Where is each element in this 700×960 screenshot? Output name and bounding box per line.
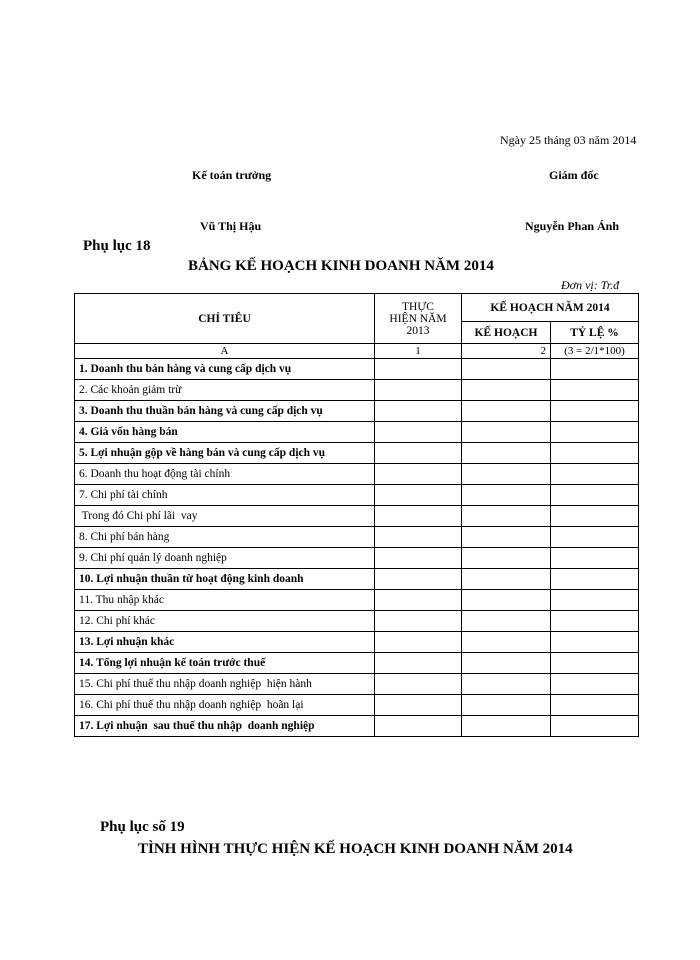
row-label: 1. Doanh thu bán hàng và cung cấp dịch vụ	[75, 359, 375, 380]
row-label: 10. Lợi nhuận thuần từ hoạt động kinh doanh	[75, 569, 375, 590]
table-row	[75, 422, 639, 443]
plan-cell	[462, 485, 551, 506]
row-label: 15. Chi phí thuế thu nhập doanh nghiệp hiện hành	[75, 674, 375, 695]
plan-cell	[462, 611, 551, 632]
header-plan: KẾ HOẠCH	[462, 322, 551, 344]
table-row	[75, 380, 639, 401]
ratio-cell	[551, 443, 639, 464]
plan-cell	[462, 590, 551, 611]
table-row	[75, 527, 639, 548]
ratio-cell	[551, 506, 639, 527]
table-row	[75, 548, 639, 569]
plan-cell	[462, 443, 551, 464]
actual-cell	[375, 716, 462, 737]
ratio-cell	[551, 527, 639, 548]
plan-cell	[462, 464, 551, 485]
index-a: A	[75, 344, 375, 359]
appendix-19-title: TÌNH HÌNH THỰC HIỆN KẾ HOẠCH KINH DOANH NĂM 2014	[138, 841, 573, 857]
business-plan-table	[74, 293, 639, 737]
ratio-cell	[551, 632, 639, 653]
header-indicator: CHỈ TIÊU	[75, 294, 375, 344]
document-date: Ngày 25 tháng 03 năm 2014	[500, 133, 637, 147]
appendix-19-label: Phụ lục số 19	[100, 819, 185, 835]
unit-label: Đơn vị: Tr.đ	[561, 278, 620, 292]
plan-cell	[462, 506, 551, 527]
table-body	[75, 359, 639, 737]
ratio-cell	[551, 401, 639, 422]
header-actual-2013: THỰC HIỆN NĂM 2013	[375, 294, 462, 344]
table-row	[75, 443, 639, 464]
director-name: Nguyễn Phan Ánh	[525, 219, 620, 233]
plan-cell	[462, 548, 551, 569]
ratio-cell	[551, 716, 639, 737]
actual-cell	[375, 653, 462, 674]
table-row	[75, 464, 639, 485]
ratio-cell	[551, 590, 639, 611]
plan-cell	[462, 695, 551, 716]
ratio-cell	[551, 695, 639, 716]
actual-cell	[375, 443, 462, 464]
row-label: 12. Chi phí khác	[75, 611, 375, 632]
ratio-cell	[551, 653, 639, 674]
table-row	[75, 653, 639, 674]
plan-cell	[462, 674, 551, 695]
plan-cell	[462, 527, 551, 548]
row-label: 4. Giá vốn hàng bán	[75, 422, 375, 443]
table-row	[75, 401, 639, 422]
plan-cell	[462, 380, 551, 401]
actual-cell	[375, 527, 462, 548]
actual-cell	[375, 632, 462, 653]
actual-cell	[375, 485, 462, 506]
table-row	[75, 506, 639, 527]
actual-cell	[375, 695, 462, 716]
plan-cell	[462, 632, 551, 653]
actual-cell	[375, 506, 462, 527]
plan-cell	[462, 716, 551, 737]
plan-cell	[462, 422, 551, 443]
table-row	[75, 716, 639, 737]
table-row	[75, 611, 639, 632]
row-label: 13. Lợi nhuận khác	[75, 632, 375, 653]
plan-cell	[462, 359, 551, 380]
appendix-18-label: Phụ lục 18	[83, 238, 151, 254]
appendix-18-title: BẢNG KẾ HOẠCH KINH DOANH NĂM 2014	[188, 258, 494, 274]
row-label: 5. Lợi nhuận gộp về hàng bán và cung cấp dịch vụ	[75, 443, 375, 464]
table-row	[75, 590, 639, 611]
ratio-cell	[551, 464, 639, 485]
actual-cell	[375, 464, 462, 485]
ratio-cell	[551, 422, 639, 443]
table-row	[75, 485, 639, 506]
ratio-cell	[551, 380, 639, 401]
table-row	[75, 359, 639, 380]
header-plan-2014-group: KẾ HOẠCH NĂM 2014	[462, 294, 639, 322]
ratio-cell	[551, 359, 639, 380]
row-label: 14. Tổng lợi nhuận kế toán trước thuế	[75, 653, 375, 674]
table-row	[75, 632, 639, 653]
row-label: 8. Chi phí bán hàng	[75, 527, 375, 548]
plan-cell	[462, 401, 551, 422]
index-3: (3 = 2/1*100)	[551, 344, 639, 359]
actual-cell	[375, 380, 462, 401]
director-title: Giám đốc	[549, 168, 599, 182]
ratio-cell	[551, 548, 639, 569]
chief-accountant-name: Vũ Thị Hậu	[200, 219, 262, 233]
header-ratio: TỶ LỆ %	[551, 322, 639, 344]
actual-cell	[375, 590, 462, 611]
chief-accountant-title: Kế toán trưởng	[192, 168, 272, 182]
row-label: 17. Lợi nhuận sau thuế thu nhập doanh nghiệp	[75, 716, 375, 737]
actual-cell	[375, 359, 462, 380]
actual-cell	[375, 401, 462, 422]
row-label: 2. Các khoản giảm trừ	[75, 380, 375, 401]
actual-cell	[375, 674, 462, 695]
index-1: 1	[375, 344, 462, 359]
row-label: 3. Doanh thu thuần bán hàng và cung cấp dịch vụ	[75, 401, 375, 422]
row-label: 6. Doanh thu hoạt động tài chính	[75, 464, 375, 485]
row-label: Trong đó Chi phí lãi vay	[75, 506, 375, 527]
ratio-cell	[551, 569, 639, 590]
row-label: 9. Chi phí quản lý doanh nghiệp	[75, 548, 375, 569]
plan-cell	[462, 653, 551, 674]
plan-cell	[462, 569, 551, 590]
row-label: 11. Thu nhập khác	[75, 590, 375, 611]
table-row	[75, 695, 639, 716]
ratio-cell	[551, 485, 639, 506]
table-row	[75, 674, 639, 695]
actual-cell	[375, 422, 462, 443]
actual-cell	[375, 569, 462, 590]
actual-cell	[375, 611, 462, 632]
table-row	[75, 569, 639, 590]
ratio-cell	[551, 611, 639, 632]
row-label: 7. Chi phí tài chính	[75, 485, 375, 506]
actual-cell	[375, 548, 462, 569]
index-2: 2	[462, 344, 551, 359]
row-label: 16. Chi phí thuế thu nhập doanh nghiệp hoãn lại	[75, 695, 375, 716]
ratio-cell	[551, 674, 639, 695]
